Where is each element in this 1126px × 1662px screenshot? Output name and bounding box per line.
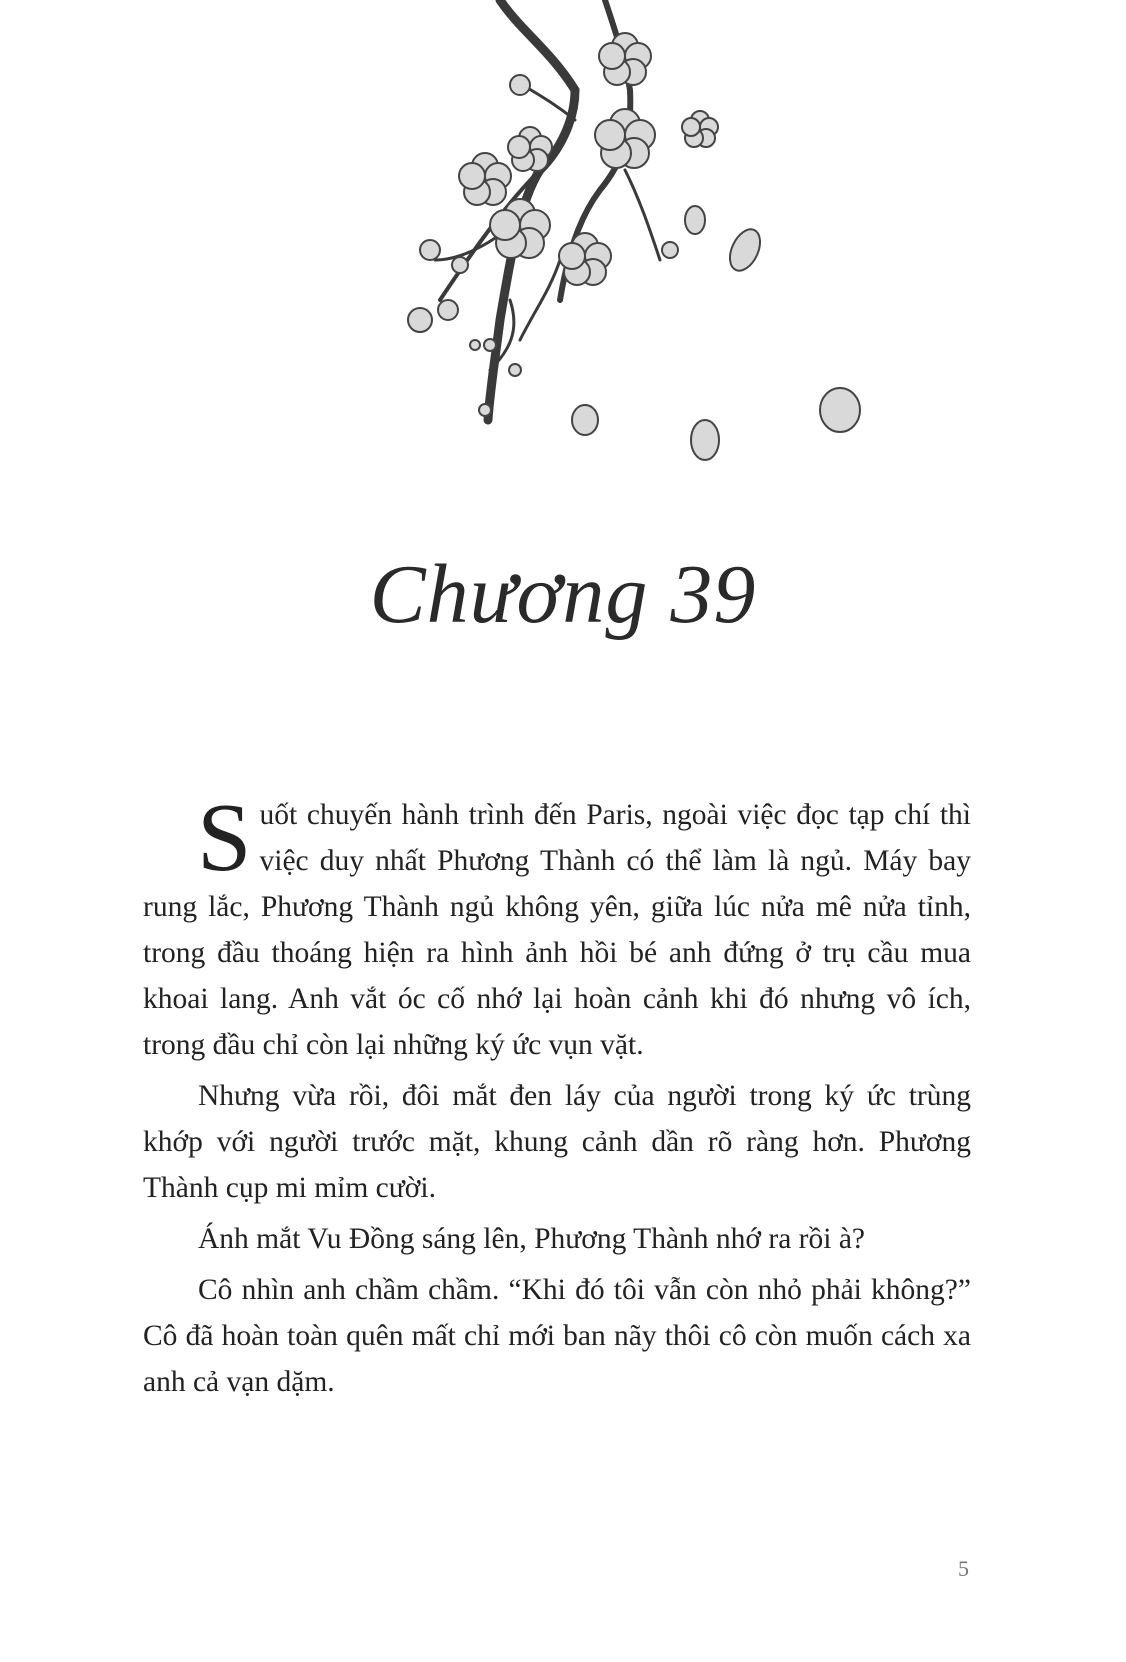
paragraph-1 bbox=[143, 784, 971, 1068]
paragraph-text: uốt chuyến hành trình đến Paris, ngoài việc đọc tạp chí thì việc duy nhất Phương Thành có thể làm là ngủ. Máy bay rung lắc, Phương Thành ngủ không yên, giữa lúc nửa mê nửa tỉnh, trong đầu thoáng hiện ra hình ảnh hồi bé anh đứng ở trụ cầu mua khoai lang. Anh vắt óc cố nhớ lại hoàn cảnh khi đó nhưng vô ích, trong đầu chỉ còn lại những ký ức vụn vặt. bbox=[143, 799, 971, 1061]
chapter-title: Chương 39 bbox=[369, 548, 757, 642]
page-number: 5 bbox=[958, 1556, 969, 1581]
paragraph-2: Nhưng vừa rồi, đôi mắt đen láy của người trong ký ức trùng khớp với người trước mặt, khung cảnh dần rõ ràng hơn. Phương Thành cụp mi mỉm cười. bbox=[143, 1080, 971, 1204]
drop-cap: S bbox=[197, 784, 252, 892]
paragraph-4: Cô nhìn anh chầm chầm. “Khi đó tôi vẫn còn nhỏ phải không?” Cô đã hoàn toàn quên mất chỉ mới ban nãy thôi cô còn muốn cách xa anh cả vạn dặm. bbox=[143, 1274, 971, 1398]
paragraph-3: Ánh mắt Vu Đồng sáng lên, Phương Thành nhớ ra rồi à? bbox=[198, 1223, 866, 1255]
cherry-blossom-illustration bbox=[400, 0, 880, 470]
chapter-body bbox=[143, 784, 971, 1410]
